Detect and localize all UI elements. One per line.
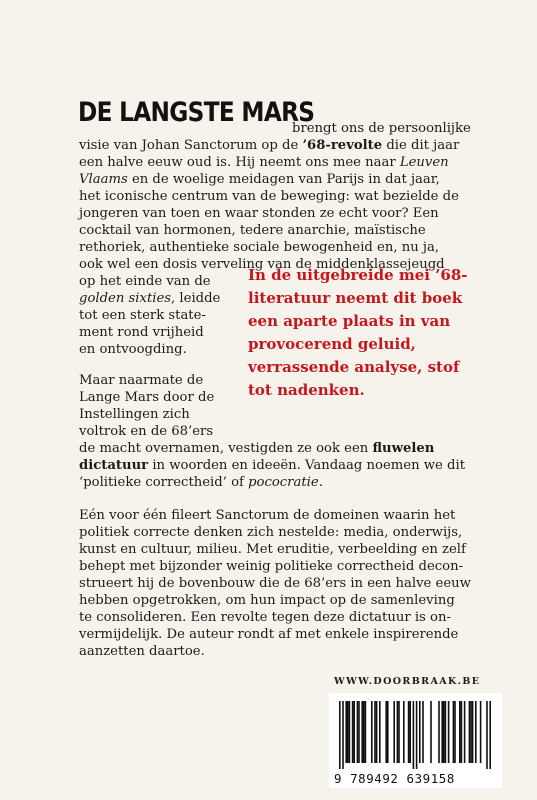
barcode-bar (408, 701, 410, 763)
barcode-bar (441, 701, 443, 763)
barcode-bar (422, 701, 424, 763)
intro-line-13: ment rond vrijheid (79, 325, 204, 340)
pull-quote (248, 264, 488, 402)
intro-line-2: visie van Johan Sanctorum op de ’68-revolte die dit jaar (79, 138, 460, 153)
pull-quote-line: In de uitgebreide mei ’68- (248, 266, 468, 284)
barcode-bar (430, 701, 432, 763)
intro-line-11: golden sixties, leidde (79, 291, 221, 306)
barcode-bar (445, 701, 447, 763)
intro-line-8: rethoriek, authentieke sociale bewogenheid en, nu ja, (79, 240, 440, 255)
intro-line-7: cocktail van hormonen, tedere anarchie, maïstische (79, 223, 426, 238)
barcode-bar (371, 701, 373, 763)
para3-line: politiek correcte denken zich nestelde: media, onderwijs, (79, 525, 463, 540)
barcode-bar (453, 701, 455, 763)
barcode-bar (353, 701, 355, 763)
barcode-bar (459, 701, 461, 763)
barcode-bar (352, 701, 354, 763)
para3-line: hebben opgetrokken, om hun impact op de samenleving (79, 593, 455, 608)
barcode-bar (480, 701, 482, 763)
barcode-bar (470, 701, 472, 763)
barcode-bar (349, 701, 351, 763)
book-title: DE LANGSTE MARS (78, 97, 315, 128)
para3-line: strueert hij de bovenbouw die de 68’ers in een halve eeuw (79, 576, 471, 591)
barcode-bar (475, 701, 477, 763)
para2-line-3: Instellingen zich (79, 407, 190, 422)
barcode-bar (385, 701, 387, 763)
para3-line: Eén voor één fileert Sanctorum de domeinen waarin het (79, 508, 456, 523)
barcode-bar (345, 701, 347, 763)
para2-line-2: Lange Mars door de (79, 390, 215, 405)
intro-line-3: een halve eeuw oud is. Hij neemt ons mee naar Leuven (79, 155, 449, 170)
barcode-bar (387, 701, 389, 763)
barcode-bars (329, 693, 502, 771)
intro-line-1: brengt ons de persoonlijke (292, 121, 471, 136)
barcode-bar (448, 701, 450, 763)
barcode-bar (379, 701, 381, 763)
barcode-bar (454, 701, 456, 763)
intro-line-10: op het einde van de (79, 274, 211, 289)
fluwelen-emphasis: fluwelen (372, 441, 435, 456)
pull-quote-line: tot nadenken. (248, 381, 365, 399)
barcode-bar (438, 701, 440, 763)
barcode-bar (403, 701, 405, 763)
barcode-bar (469, 701, 471, 763)
intro-line-12: tot een sterk state- (79, 308, 206, 323)
barcode-bar (376, 701, 378, 763)
para2-line-4: voltrok en de 68’ers (79, 424, 214, 439)
intro-line-14: en ontvoogding. (79, 342, 187, 357)
barcode-bar (464, 701, 466, 763)
barcode-bar (472, 701, 474, 763)
barcode-bar (489, 701, 491, 769)
barcode-bar (397, 701, 399, 763)
intro-line-9: ook wel een dosis verveling van de middenklassejeugd (79, 257, 445, 272)
barcode-bar (443, 701, 445, 763)
publisher-website[interactable]: WWW.DOORBRAAK.BE (334, 676, 481, 687)
barcode-bar (342, 701, 344, 769)
barcode-bar (461, 701, 463, 763)
intro-line-4: Vlaams en de woelige meidagen van Parijs in dat jaar, (79, 172, 440, 187)
pull-quote-line: verrassende analyse, stof (248, 358, 460, 376)
barcode-bar (409, 701, 411, 763)
barcode-bar (339, 701, 341, 769)
para2-line-7: ‘politieke correctheid’ of pococratie. (79, 475, 323, 490)
barcode-bar (358, 701, 360, 763)
barcode-bar (361, 701, 363, 763)
barcode-bar (486, 701, 488, 769)
para3-line: aanzetten daartoe. (79, 644, 205, 659)
para3-line: behept met bijzonder weinig politieke correctheid decon- (79, 559, 464, 574)
pull-quote-line: provocerend geluid, (248, 335, 416, 353)
barcode-bar (416, 701, 418, 769)
barcode-bar (413, 701, 415, 769)
para2-line-1: Maar naarmate de (79, 373, 204, 388)
barcode-bar (393, 701, 395, 763)
barcode-bar (419, 701, 421, 763)
barcode-bar (357, 701, 359, 763)
para2-line-6: dictatuur in woorden en ideeën. Vandaag noemen we dit (79, 458, 466, 473)
barcode-bar (365, 701, 367, 763)
barcode-bar (347, 701, 349, 763)
pull-quote-line: een aparte plaats in van (248, 312, 451, 330)
intro-line-5: het iconische centrum van de beweging: wat bezielde de (79, 189, 459, 204)
para3-line: vermijdelijk. De auteur rondt af met enkele inspirerende (79, 627, 459, 642)
dictatuur-emphasis: dictatuur (79, 458, 149, 473)
para2-line-5: de macht overnamen, vestigden ze ook een fluwelen (79, 441, 435, 456)
barcode-bar (363, 701, 365, 763)
barcode-bar (398, 701, 400, 763)
isbn-number: 9 789492 639158 (334, 771, 455, 786)
para3-line: kunst en cultuur, milieu. Met eruditie, verbeelding en zelf (79, 542, 466, 557)
para3-line: te consolideren. Een revolte tegen deze dictatuur is on- (79, 610, 451, 625)
revolte-emphasis: ’68-revolte (302, 138, 383, 153)
pull-quote-line: literatuur neemt dit boek (248, 289, 463, 307)
barcode-bar (374, 701, 376, 763)
intro-line-6: jongeren van toen en waar stonden ze echt voor? Een (79, 206, 439, 221)
